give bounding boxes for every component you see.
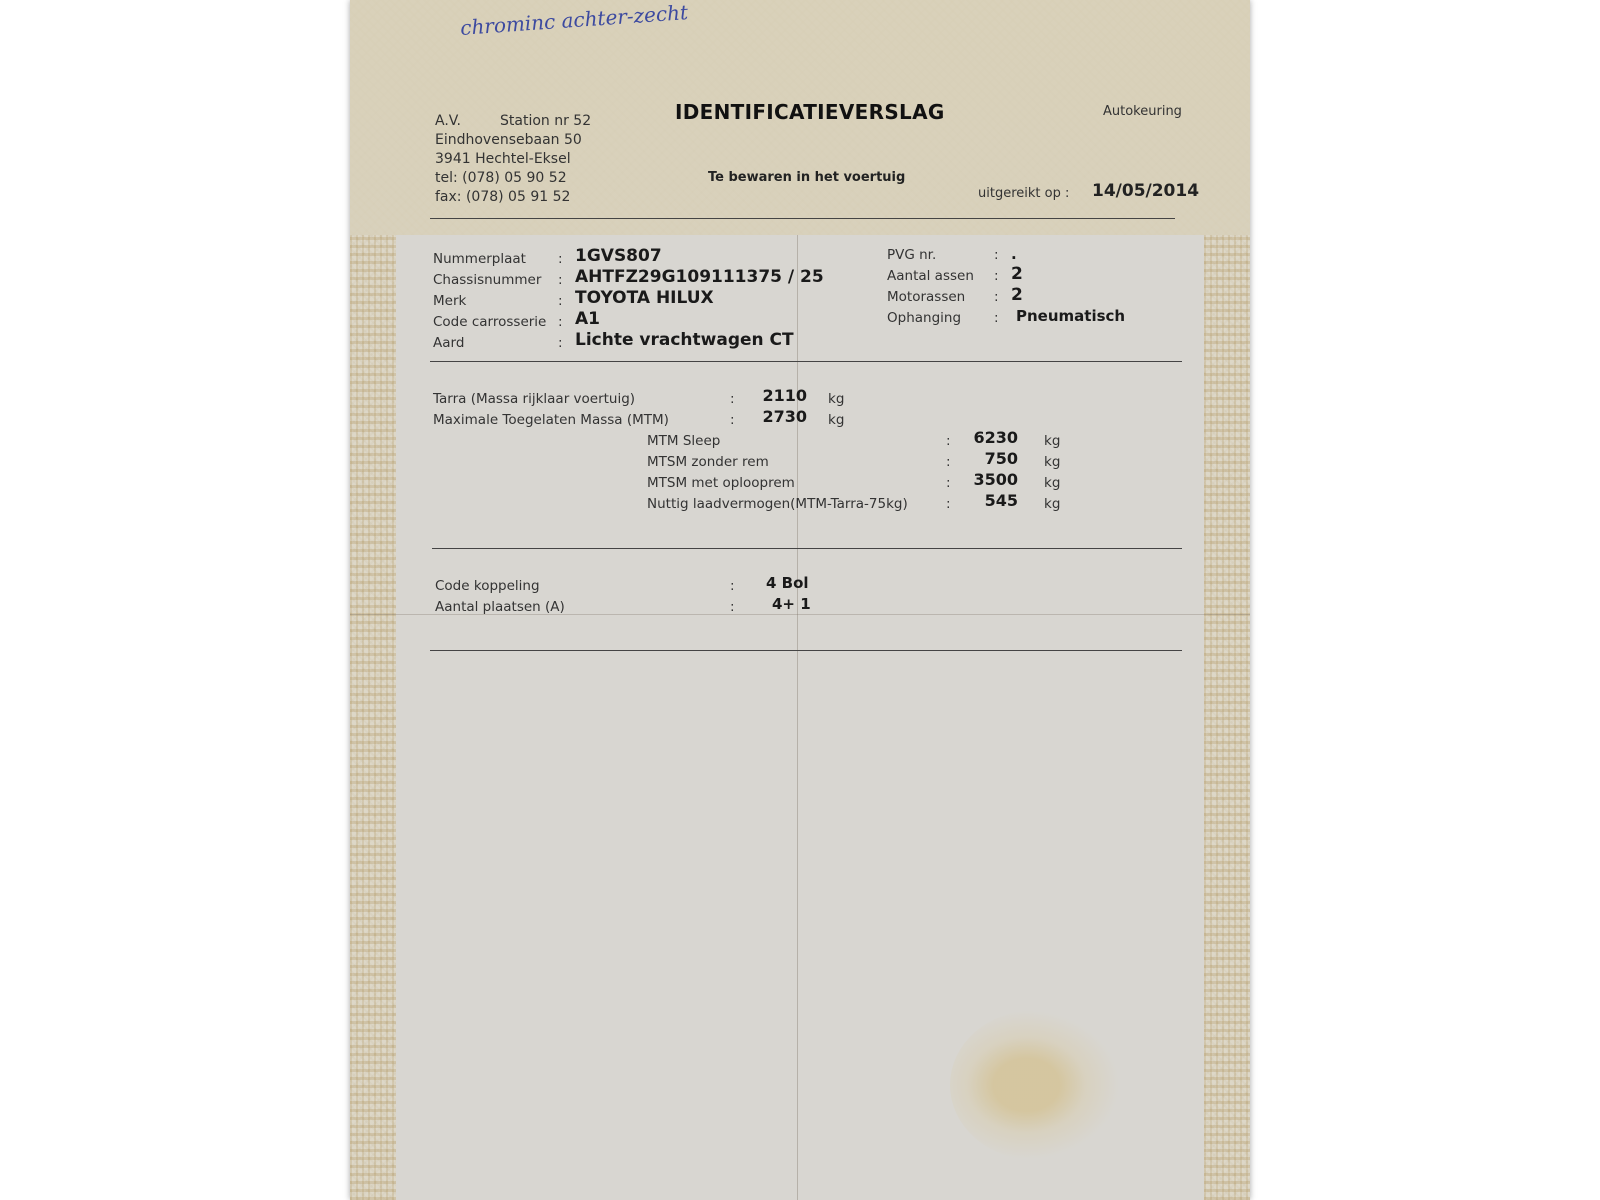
unit-tare: kg (828, 391, 845, 407)
value-mtm: 2730 (762, 407, 807, 426)
value-body-code: A1 (575, 309, 600, 329)
colon: : (994, 268, 999, 284)
organization-name: Autokeuring (1103, 104, 1182, 119)
colon: : (558, 251, 563, 267)
security-border-left (350, 235, 396, 1200)
label-plate: Nummerplaat (433, 251, 526, 267)
label-pvg: PVG nr. (887, 247, 937, 263)
label-payload: Nuttig laadvermogen(MTM-Tarra-75kg) (647, 496, 908, 512)
label-chassis: Chassisnummer (433, 272, 542, 288)
label-body-code: Code carrosserie (433, 314, 547, 330)
issued-date: 14/05/2014 (1092, 181, 1200, 201)
label-axles: Aantal assen (887, 268, 974, 284)
station-number: Station nr 52 (500, 113, 592, 129)
value-type: Lichte vrachtwagen CT (575, 330, 794, 350)
colon: : (730, 412, 735, 428)
colon: : (946, 433, 951, 449)
value-mtm-tow: 6230 (973, 428, 1018, 447)
header-rule (430, 218, 1175, 219)
unit-mtm: kg (828, 412, 845, 428)
label-mtsm-braked: MTSM met oplooprem (647, 475, 795, 491)
label-mtm: Maximale Toegelaten Massa (MTM) (433, 412, 669, 428)
value-pvg: . (1011, 245, 1017, 263)
colon: : (994, 289, 999, 305)
value-chassis: AHTFZ29G109111375 / 25 (575, 267, 824, 287)
colon: : (558, 314, 563, 330)
colon: : (558, 335, 563, 351)
value-seats: 4+ 1 (772, 595, 811, 613)
colon: : (558, 293, 563, 309)
unit-payload: kg (1044, 496, 1061, 512)
station-tel: tel: (078) 05 90 52 (435, 170, 567, 186)
value-tare: 2110 (762, 386, 807, 405)
station-prefix: A.V. (435, 113, 462, 129)
security-border-right (1204, 235, 1250, 1200)
unit-mtsm-braked: kg (1044, 475, 1061, 491)
stain-mark (950, 1010, 1120, 1160)
handwritten-note: chrominc achter-zecht (459, 0, 689, 40)
colon: : (558, 272, 563, 288)
label-coupling-code: Code koppeling (435, 578, 540, 594)
value-mtsm-braked: 3500 (973, 470, 1018, 489)
value-suspension: Pneumatisch (1016, 307, 1126, 325)
label-drive-axles: Motorassen (887, 289, 966, 305)
unit-mtm-tow: kg (1044, 433, 1061, 449)
colon: : (946, 475, 951, 491)
label-mtsm-unbraked: MTSM zonder rem (647, 454, 769, 470)
station-street: Eindhovensebaan 50 (435, 132, 582, 148)
value-brand: TOYOTA HILUX (575, 288, 714, 308)
value-drive-axles: 2 (1011, 285, 1023, 305)
vehicle-rule (430, 361, 1182, 362)
value-axles: 2 (1011, 264, 1023, 284)
value-payload: 545 (984, 491, 1018, 510)
station-fax: fax: (078) 05 91 52 (435, 189, 571, 205)
colon: : (994, 310, 999, 326)
unit-mtsm-unbraked: kg (1044, 454, 1061, 470)
label-suspension: Ophanging (887, 310, 962, 326)
colon: : (946, 496, 951, 512)
colon: : (946, 454, 951, 470)
value-mtsm-unbraked: 750 (984, 449, 1018, 468)
value-plate: 1GVS807 (575, 246, 662, 266)
document-title: IDENTIFICATIEVERSLAG (675, 100, 945, 124)
document-sheet (350, 0, 1250, 1200)
mass-rule (432, 548, 1182, 549)
label-mtm-tow: MTM Sleep (647, 433, 721, 449)
coupling-rule (430, 650, 1182, 651)
colon: : (730, 391, 735, 407)
label-brand: Merk (433, 293, 467, 309)
colon: : (730, 599, 735, 615)
label-type: Aard (433, 335, 465, 351)
document-subtitle: Te bewaren in het voertuig (708, 170, 906, 185)
label-tare: Tarra (Massa rijklaar voertuig) (433, 391, 636, 407)
colon: : (730, 578, 735, 594)
value-coupling-code: 4 Bol (766, 574, 809, 592)
fold-line-vertical (797, 235, 798, 1200)
issued-label: uitgereikt op : (978, 186, 1070, 201)
label-seats: Aantal plaatsen (A) (435, 599, 565, 615)
station-city: 3941 Hechtel-Eksel (435, 151, 571, 167)
colon: : (994, 247, 999, 263)
